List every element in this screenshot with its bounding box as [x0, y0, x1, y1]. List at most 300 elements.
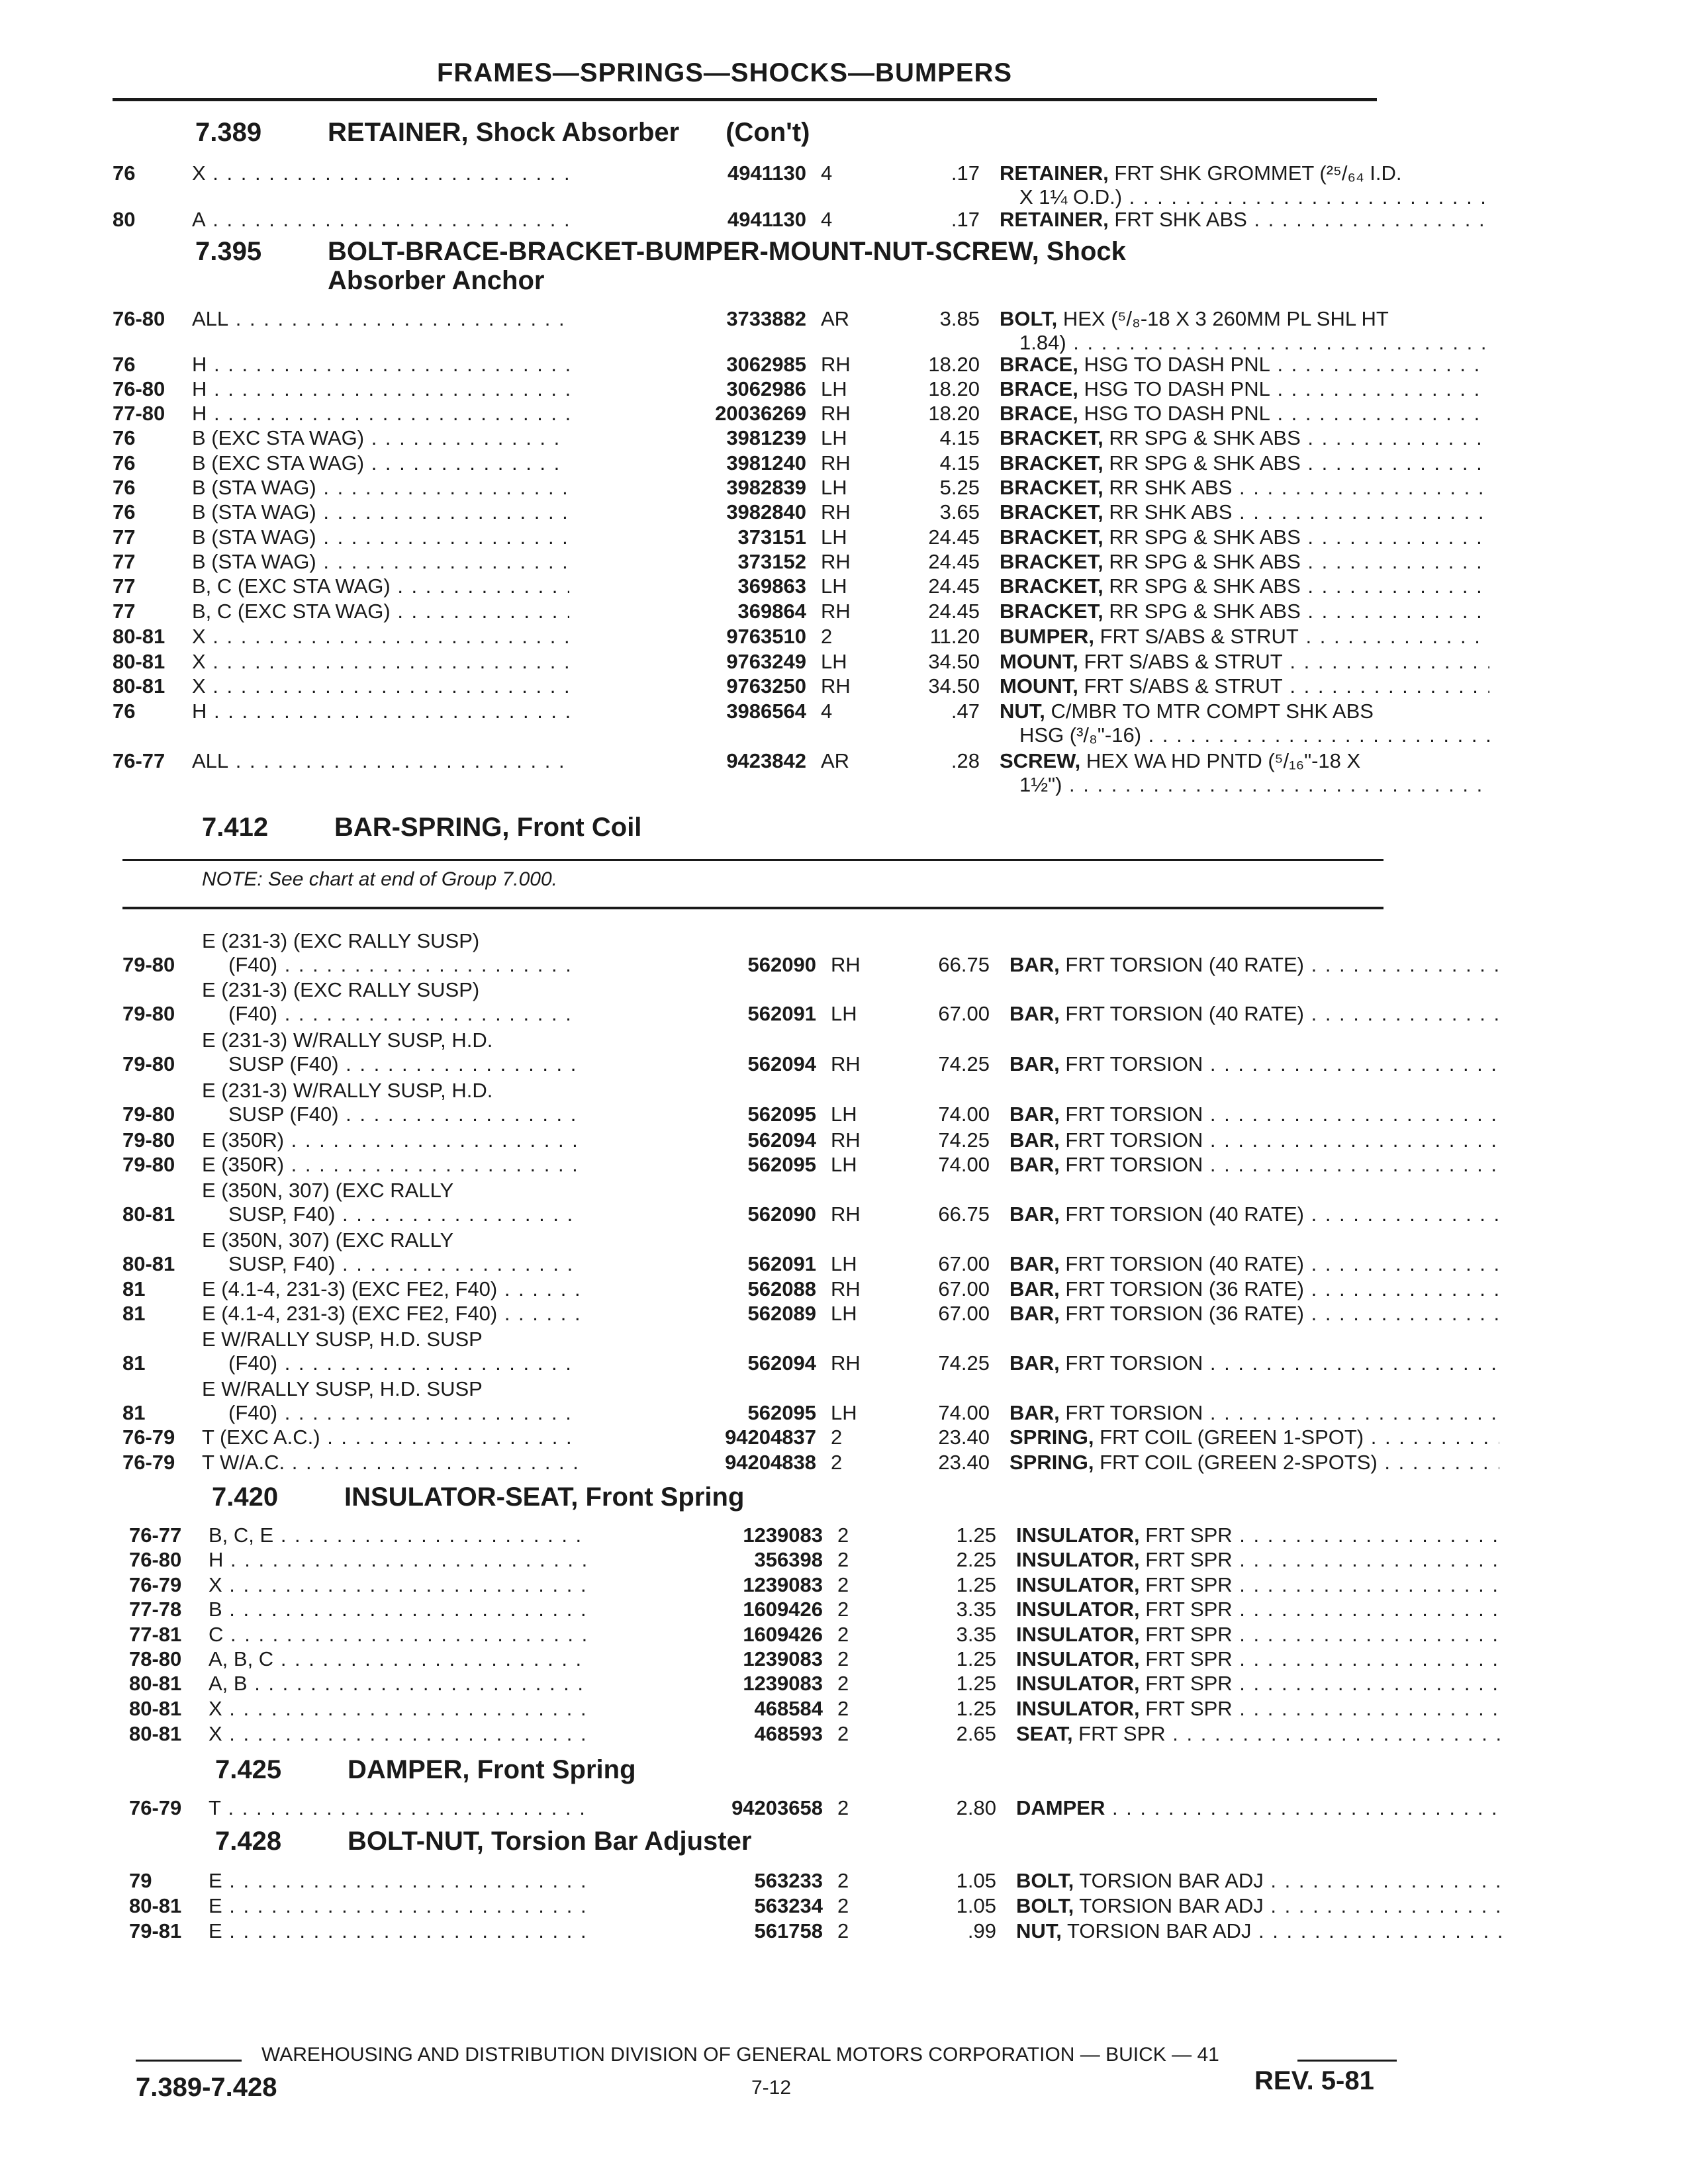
- part-number: 94203658: [586, 1795, 823, 1821]
- part-number: 356398: [586, 1547, 823, 1573]
- model-code-text: (F40): [228, 1401, 278, 1424]
- price: 18.20: [928, 377, 980, 400]
- description-text: FRT S/ABS & STRUT: [1078, 650, 1283, 673]
- part-number: 561758: [586, 1918, 823, 1944]
- model-code-text: H: [192, 402, 207, 425]
- part-row: [113, 400, 1377, 427]
- part-number: 563233: [586, 1868, 823, 1894]
- part-number: 94204837: [579, 1424, 816, 1451]
- description-text: FRT TORSION (40 RATE): [1059, 1203, 1304, 1226]
- description-noun: DAMPER: [1016, 1796, 1105, 1819]
- part-number: 563234: [586, 1893, 823, 1919]
- part-number: 562094: [579, 1127, 816, 1154]
- model-code-text: B: [209, 1598, 222, 1621]
- part-number: 1239083: [586, 1522, 823, 1549]
- model-year: 79-80: [122, 1153, 175, 1176]
- model-year: 81: [122, 1351, 146, 1375]
- section-title: INSULATOR-SEAT, Front Spring: [344, 1482, 745, 1512]
- model-code-text: A, B: [209, 1672, 248, 1695]
- description-noun: INSULATOR,: [1016, 1573, 1140, 1596]
- quantity: RH: [831, 1128, 861, 1152]
- model-year: 78-80: [129, 1647, 182, 1670]
- part-number: 1609426: [586, 1621, 823, 1648]
- part-row: [122, 1449, 1387, 1476]
- part-row: [129, 1572, 1393, 1598]
- model-code: E W/RALLY SUSP, H.D. SUSP: [202, 1377, 483, 1400]
- quantity: LH: [821, 525, 847, 549]
- model-code-text: X: [192, 674, 206, 698]
- quantity: LH: [821, 650, 847, 673]
- part-number: 20036269: [569, 400, 806, 427]
- part-row: [129, 1868, 1393, 1894]
- model-year: 79-80: [122, 1002, 175, 1025]
- section-title: BOLT-BRACE-BRACKET-BUMPER-MOUNT-NUT-SCREW, Shock: [328, 237, 1126, 266]
- description-text: FRT TORSION (40 RATE): [1059, 1002, 1304, 1025]
- part-number: 1239083: [586, 1646, 823, 1672]
- description: [1016, 1547, 1506, 1573]
- model-year: 76-77: [129, 1524, 182, 1547]
- title-rule: [113, 98, 1377, 101]
- model-code-text: B (STA WAG): [192, 550, 316, 573]
- price: 1.25: [956, 1524, 996, 1547]
- description-noun: NUT,: [1000, 700, 1045, 723]
- model-code-text: ALL: [192, 307, 229, 330]
- description: [1000, 549, 1489, 575]
- description-noun: INSULATOR,: [1016, 1524, 1140, 1547]
- quantity: RH: [831, 1351, 861, 1375]
- footer-page-number: 7-12: [751, 2077, 792, 2099]
- model-year: 77-80: [113, 402, 165, 425]
- part-number: 562091: [579, 1001, 816, 1027]
- model-code-text: E: [209, 1869, 222, 1892]
- model-year: 77: [113, 600, 136, 623]
- part-row: [122, 1179, 1387, 1228]
- quantity: RH: [821, 600, 851, 623]
- price: 24.45: [928, 525, 980, 549]
- description-text: FRT TORSION: [1059, 1128, 1203, 1152]
- description-text: FRT S/ABS & STRUT: [1078, 674, 1283, 698]
- model-code-text: C: [209, 1623, 224, 1646]
- model-year: 76-79: [122, 1451, 175, 1474]
- description-noun: INSULATOR,: [1016, 1697, 1140, 1720]
- price: 66.75: [938, 1203, 990, 1226]
- part-number: 9763510: [569, 623, 806, 650]
- description: [1009, 1350, 1499, 1377]
- description-text: RR SPG & SHK ABS: [1103, 451, 1301, 475]
- part-row: [129, 1621, 1393, 1648]
- description-noun: BAR,: [1009, 1351, 1060, 1375]
- part-number: 562095: [579, 1152, 816, 1178]
- model-code-text: ALL: [192, 749, 229, 772]
- part-row: [113, 499, 1377, 525]
- model-year: 76: [113, 353, 136, 376]
- quantity: LH: [821, 426, 847, 449]
- price: 34.50: [928, 650, 980, 673]
- description-text: FRT TORSION: [1059, 1351, 1203, 1375]
- section-heading-7395: [195, 237, 1126, 267]
- quantity: 4: [821, 700, 833, 723]
- price: 3.35: [956, 1598, 996, 1621]
- part-number: 1609426: [586, 1596, 823, 1623]
- part-number: 94204838: [579, 1449, 816, 1476]
- part-number: 9423842: [569, 748, 806, 774]
- description: [1016, 1621, 1506, 1648]
- description-noun: SEAT,: [1016, 1722, 1073, 1745]
- footer-left-rule: [136, 2060, 242, 2062]
- part-row: [122, 1127, 1387, 1154]
- description-noun: INSULATOR,: [1016, 1623, 1140, 1646]
- description-text: HEX WA HD PNTD (⁵/₁₆"-18 X: [1080, 749, 1361, 772]
- quantity: LH: [831, 1103, 857, 1126]
- model-code-text: B, C (EXC STA WAG): [192, 574, 391, 598]
- part-row: [113, 450, 1377, 477]
- part-row: [129, 1670, 1393, 1697]
- description-noun: INSULATOR,: [1016, 1548, 1140, 1571]
- quantity: RH: [821, 500, 851, 523]
- price: 74.00: [938, 1103, 990, 1126]
- quantity: 2: [837, 1697, 849, 1720]
- quantity: 2: [837, 1598, 849, 1621]
- description-noun: SPRING,: [1009, 1451, 1094, 1474]
- description-noun: BAR,: [1009, 1103, 1060, 1126]
- description-text: RR SHK ABS: [1103, 476, 1233, 499]
- description: [1016, 1696, 1506, 1722]
- description-text: HSG TO DASH PNL: [1078, 402, 1270, 425]
- price: 1.25: [956, 1647, 996, 1670]
- description-noun: SPRING,: [1009, 1426, 1094, 1449]
- description: [1000, 376, 1489, 402]
- description: [1000, 524, 1489, 551]
- description-text: FRT TORSION: [1059, 1052, 1203, 1075]
- model-year: 79-81: [129, 1919, 182, 1942]
- part-row: [113, 649, 1377, 675]
- model-year: 80-81: [129, 1697, 182, 1720]
- price: 66.75: [938, 953, 990, 976]
- model-year: 80-81: [113, 625, 165, 648]
- model-code-text: T (EXC A.C.): [202, 1426, 320, 1449]
- part-row: [113, 698, 1377, 747]
- part-row: [122, 1328, 1387, 1377]
- quantity: AR: [821, 307, 850, 330]
- quantity: 2: [837, 1894, 849, 1917]
- description-noun: BAR,: [1009, 1052, 1060, 1075]
- description-continued-text: HSG (³/₈"-16): [1019, 723, 1142, 747]
- section-title: BAR-SPRING, Front Coil: [334, 813, 642, 842]
- description-text: FRT SPR: [1139, 1548, 1233, 1571]
- description-text: RR SPG & SHK ABS: [1103, 550, 1301, 573]
- footer-section-range: 7.389-7.428: [136, 2073, 277, 2102]
- model-year: 81: [122, 1302, 146, 1325]
- model-code-text: T: [209, 1796, 221, 1819]
- quantity: RH: [821, 451, 851, 475]
- quantity: RH: [831, 1277, 861, 1300]
- section-title: RETAINER, Shock Absorber: [328, 118, 680, 147]
- description-text: FRT SPR: [1139, 1672, 1233, 1695]
- section-number: 7.428: [215, 1827, 282, 1856]
- part-row: [129, 1721, 1393, 1747]
- model-year: 79-80: [122, 953, 175, 976]
- description-noun: BRACE,: [1000, 353, 1078, 376]
- description: [1009, 1101, 1499, 1128]
- description-noun: RETAINER,: [1000, 208, 1109, 231]
- model-year: 76: [113, 426, 136, 449]
- part-number: 369863: [569, 573, 806, 600]
- model-year: 76-79: [129, 1796, 182, 1819]
- description-noun: BRACKET,: [1000, 451, 1103, 475]
- description-text: FRT SPR: [1139, 1623, 1233, 1646]
- quantity: RH: [821, 402, 851, 425]
- quantity: 2: [837, 1919, 849, 1942]
- note-text: NOTE: See chart at end of Group 7.000.: [202, 868, 557, 890]
- part-number: 562094: [579, 1051, 816, 1077]
- description-noun: BRACKET,: [1000, 426, 1103, 449]
- model-code-text: E (4.1-4, 231-3) (EXC FE2, F40): [202, 1277, 498, 1300]
- description: [1016, 1670, 1506, 1697]
- model-year: 76-77: [113, 749, 165, 772]
- model-code-text: H: [192, 700, 207, 723]
- part-number: 369864: [569, 598, 806, 625]
- model-code-text: X: [192, 625, 206, 648]
- price: 2.80: [956, 1796, 996, 1819]
- description: [1000, 160, 1489, 187]
- description: [1000, 573, 1489, 600]
- quantity: RH: [821, 353, 851, 376]
- footer-revision: REV. 5-81: [1254, 2066, 1374, 2095]
- quantity: LH: [831, 1252, 857, 1275]
- quantity: LH: [831, 1401, 857, 1424]
- model-code-text: E (4.1-4, 231-3) (EXC FE2, F40): [202, 1302, 498, 1325]
- description-text: FRT TORSION: [1059, 1103, 1203, 1126]
- price: 74.25: [938, 1128, 990, 1152]
- part-row: [129, 1696, 1393, 1722]
- part-number: 468593: [586, 1721, 823, 1747]
- part-row: [129, 1522, 1393, 1549]
- section-heading-7425: [215, 1755, 636, 1785]
- part-number: 562088: [579, 1276, 816, 1302]
- section-heading-7389: [195, 118, 810, 148]
- description-noun: BRACKET,: [1000, 550, 1103, 573]
- price: 4.15: [939, 451, 980, 475]
- section-number: 7.425: [215, 1755, 282, 1784]
- description-text: FRT COIL (GREEN 1-SPOT): [1094, 1426, 1364, 1449]
- part-row: [122, 1152, 1387, 1178]
- price: 3.85: [939, 307, 980, 330]
- description-text: FRT SPR: [1139, 1697, 1233, 1720]
- model-year: 80-81: [129, 1894, 182, 1917]
- model-code-text: SUSP (F40): [228, 1103, 339, 1126]
- quantity: LH: [821, 476, 847, 499]
- model-year: 77: [113, 550, 136, 573]
- price: 67.00: [938, 1302, 990, 1325]
- description-continued-text: 1½"): [1019, 773, 1062, 796]
- part-row: [122, 1028, 1387, 1077]
- description-noun: BRACKET,: [1000, 600, 1103, 623]
- part-number: 562094: [579, 1350, 816, 1377]
- price: 11.20: [929, 625, 980, 648]
- quantity: LH: [821, 377, 847, 400]
- model-year: 76-80: [113, 377, 165, 400]
- description-noun: BRACKET,: [1000, 476, 1103, 499]
- footer-division: WAREHOUSING AND DISTRIBUTION DIVISION OF GENERAL MOTORS CORPORATION — BUICK — 41: [261, 2044, 1219, 2066]
- description: [1000, 306, 1489, 332]
- description-noun: BRACKET,: [1000, 574, 1103, 598]
- model-code-text: A: [192, 208, 206, 231]
- description-text: FRT TORSION (36 RATE): [1059, 1302, 1304, 1325]
- description-noun: BAR,: [1009, 1401, 1060, 1424]
- model-year: 77-78: [129, 1598, 182, 1621]
- description-text: HSG TO DASH PNL: [1078, 353, 1270, 376]
- description-continued-text: 1.84): [1019, 331, 1066, 354]
- model-code: E (231-3) (EXC RALLY SUSP): [202, 929, 480, 952]
- description-text: HSG TO DASH PNL: [1078, 377, 1270, 400]
- description: [1009, 1127, 1499, 1154]
- description: [1009, 1300, 1499, 1327]
- part-number: 373151: [569, 524, 806, 551]
- description-noun: BOLT,: [1016, 1869, 1074, 1892]
- part-row: [113, 376, 1377, 402]
- price: 2.25: [956, 1548, 996, 1571]
- description-text: FRT SPR: [1139, 1573, 1233, 1596]
- description: [1000, 475, 1489, 501]
- price: 3.65: [939, 500, 980, 523]
- description: [1000, 206, 1489, 233]
- part-number: 562091: [579, 1251, 816, 1277]
- quantity: 2: [837, 1524, 849, 1547]
- part-row: [129, 1893, 1393, 1919]
- model-code-text: B, C, E: [209, 1524, 274, 1547]
- part-row: [129, 1547, 1393, 1573]
- model-code-text: SUSP (F40): [228, 1052, 339, 1075]
- part-row: [113, 425, 1377, 451]
- price: 1.25: [956, 1672, 996, 1695]
- description: [1009, 1449, 1499, 1476]
- description: [1009, 1201, 1499, 1228]
- model-year: 79: [129, 1869, 152, 1892]
- part-row: [113, 598, 1377, 625]
- model-code: E (231-3) W/RALLY SUSP, H.D.: [202, 1028, 493, 1052]
- part-number: 9763249: [569, 649, 806, 675]
- description-text: FRT SHK GROMMET (²⁵/₆₄ I.D.: [1108, 161, 1402, 185]
- description-noun: BAR,: [1009, 1153, 1060, 1176]
- price: .47: [951, 700, 980, 723]
- model-code: E (350N, 307) (EXC RALLY: [202, 1179, 454, 1202]
- model-code-text: B (STA WAG): [192, 476, 316, 499]
- section-title: BOLT-NUT, Torsion Bar Adjuster: [348, 1827, 752, 1856]
- quantity: 2: [837, 1548, 849, 1571]
- description-continued: [1019, 772, 1489, 798]
- price: 4.15: [939, 426, 980, 449]
- quantity: 2: [831, 1451, 843, 1474]
- model-code-text: E (350R): [202, 1153, 285, 1176]
- part-number: 1239083: [586, 1670, 823, 1697]
- price: 23.40: [938, 1426, 990, 1449]
- model-code-text: B, C (EXC STA WAG): [192, 600, 391, 623]
- price: 24.45: [928, 600, 980, 623]
- description: [1000, 499, 1489, 525]
- description: [1016, 1646, 1506, 1672]
- description: [1009, 1152, 1499, 1178]
- price: 23.40: [938, 1451, 990, 1474]
- model-year: 79-80: [122, 1052, 175, 1075]
- description: [1016, 1918, 1506, 1944]
- description-noun: BOLT,: [1016, 1894, 1074, 1917]
- description-continued: [1019, 722, 1489, 749]
- model-code-text: H: [209, 1548, 224, 1571]
- model-code-text: H: [192, 377, 207, 400]
- part-number: 3981240: [569, 450, 806, 477]
- description-text: RR SPG & SHK ABS: [1103, 525, 1301, 549]
- part-row: [129, 1795, 1393, 1821]
- description-noun: RETAINER,: [1000, 161, 1109, 185]
- quantity: 2: [821, 625, 833, 648]
- part-row: [113, 160, 1402, 208]
- description: [1000, 598, 1489, 625]
- description-text: TORSION BAR ADJ: [1061, 1919, 1252, 1942]
- part-row: [122, 1079, 1387, 1128]
- description-text: FRT TORSION (36 RATE): [1059, 1277, 1304, 1300]
- note-bottom-rule: [122, 907, 1383, 909]
- description: [1009, 1251, 1499, 1277]
- section-continued: (Con't): [726, 118, 810, 147]
- price: 1.05: [956, 1869, 996, 1892]
- description: [1000, 649, 1489, 675]
- price: 67.00: [938, 1252, 990, 1275]
- part-number: 3982839: [569, 475, 806, 501]
- description-noun: BAR,: [1009, 1277, 1060, 1300]
- description-noun: MOUNT,: [1000, 650, 1078, 673]
- quantity: RH: [831, 953, 861, 976]
- description-text: RR SPG & SHK ABS: [1103, 426, 1301, 449]
- description-noun: BRACE,: [1000, 377, 1078, 400]
- quantity: RH: [831, 1052, 861, 1075]
- quantity: AR: [821, 749, 850, 772]
- part-number: 1239083: [586, 1572, 823, 1598]
- price: 18.20: [928, 402, 980, 425]
- description-text: FRT TORSION (40 RATE): [1059, 953, 1304, 976]
- model-code-text: B (STA WAG): [192, 500, 316, 523]
- part-row: [129, 1918, 1393, 1944]
- description: [1009, 952, 1499, 978]
- model-year: 80-81: [129, 1672, 182, 1695]
- part-row: [129, 1646, 1393, 1672]
- description: [1016, 1522, 1506, 1549]
- description: [1016, 1893, 1506, 1919]
- model-year: 80: [113, 208, 136, 231]
- quantity: 2: [837, 1647, 849, 1670]
- price: 3.35: [956, 1623, 996, 1646]
- part-row: [113, 306, 1389, 354]
- description: [1009, 1276, 1499, 1302]
- part-number: 373152: [569, 549, 806, 575]
- model-year: 76: [113, 451, 136, 475]
- quantity: 2: [837, 1672, 849, 1695]
- section-number: 7.412: [202, 813, 269, 842]
- model-year: 76-79: [122, 1426, 175, 1449]
- model-year: 80-81: [129, 1722, 182, 1745]
- section-number: 7.395: [195, 237, 262, 266]
- model-code-text: A, B, C: [209, 1647, 274, 1670]
- part-row: [122, 1228, 1387, 1277]
- part-row: [113, 206, 1377, 233]
- quantity: 2: [837, 1722, 849, 1745]
- part-number: 562090: [579, 952, 816, 978]
- description-text: C/MBR TO MTR COMPT SHK ABS: [1045, 700, 1374, 723]
- description-text: FRT SHK ABS: [1108, 208, 1247, 231]
- description-text: FRT SPR: [1139, 1598, 1233, 1621]
- part-number: 4941130: [569, 206, 806, 233]
- model-code-text: B (EXC STA WAG): [192, 426, 365, 449]
- quantity: 4: [821, 161, 833, 185]
